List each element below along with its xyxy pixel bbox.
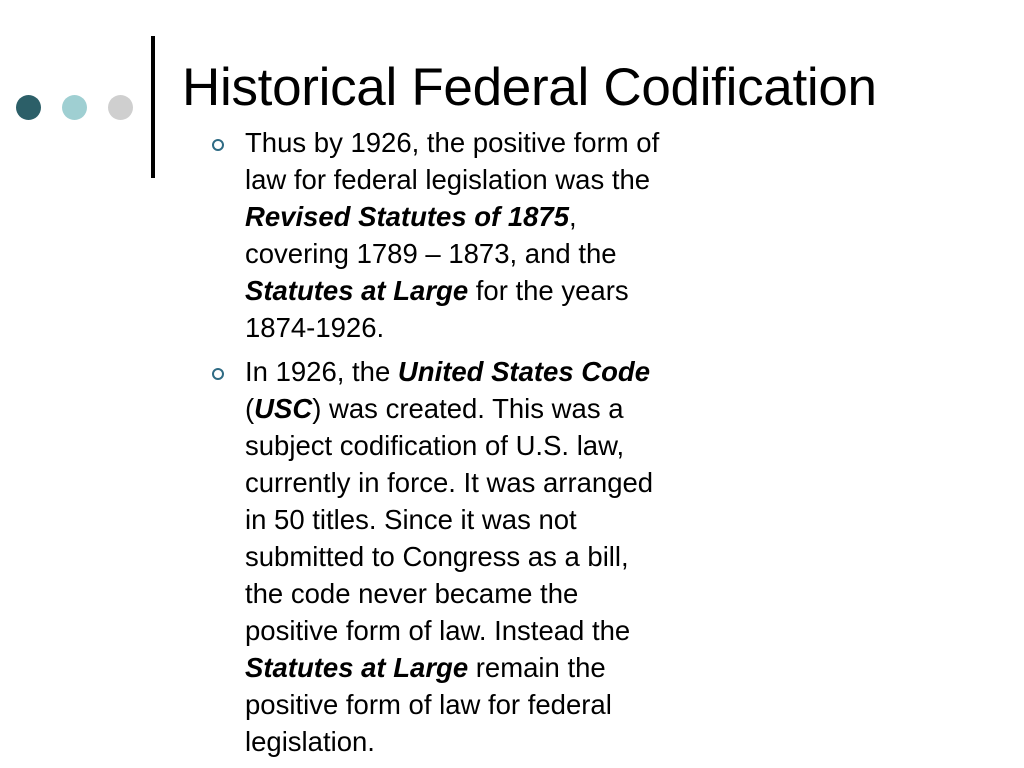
text-line: positive form of law. Instead the: [245, 615, 631, 646]
slide-title: Historical Federal Codification: [182, 58, 877, 117]
text-line: [245, 390, 772, 427]
text-fragment: for the years: [468, 275, 629, 306]
text-fragment: ,: [569, 201, 577, 232]
text-line: positive form of law for federal: [245, 689, 612, 720]
text-line: law for federal legislation was the: [245, 164, 651, 195]
bullet-item-1: [212, 124, 772, 346]
dot-light-teal-icon: [62, 95, 87, 120]
text-line: currently in force. It was arranged: [245, 467, 654, 498]
emphasis-text: Revised Statutes of 1875: [245, 201, 570, 232]
text-line: in 50 titles. Since it was not: [245, 504, 577, 535]
vertical-divider: [151, 36, 155, 178]
text-line: [245, 353, 772, 390]
text-line: the code never became the: [245, 578, 579, 609]
ring-bullet-icon: [212, 139, 224, 151]
ring-bullet-icon: [212, 368, 224, 380]
text-line: [245, 198, 772, 235]
emphasis-text: United States Code: [397, 356, 651, 387]
emphasis-text: Statutes at Large: [245, 652, 469, 683]
text-line: 1874-1926.: [245, 312, 385, 343]
text-line: legislation.: [245, 726, 375, 757]
text-fragment: (: [245, 393, 255, 424]
text-fragment: remain the: [468, 652, 606, 683]
bullet-item-2: [212, 353, 772, 760]
dot-gray-icon: [108, 95, 133, 120]
emphasis-text: Statutes at Large: [245, 275, 469, 306]
decorative-dots: [16, 94, 133, 120]
text-line: submitted to Congress as a bill,: [245, 541, 629, 572]
bullet-list: [212, 124, 772, 767]
text-fragment: ) was created. This was a: [312, 393, 624, 424]
text-line: [245, 272, 772, 309]
emphasis-text: USC: [254, 393, 313, 424]
dot-dark-icon: [16, 95, 41, 120]
text-line: Thus by 1926, the positive form of: [245, 127, 660, 158]
text-line: subject codification of U.S. law,: [245, 430, 625, 461]
text-fragment: In 1926, the: [245, 356, 398, 387]
text-line: [245, 649, 772, 686]
text-line: covering 1789 – 1873, and the: [245, 238, 617, 269]
